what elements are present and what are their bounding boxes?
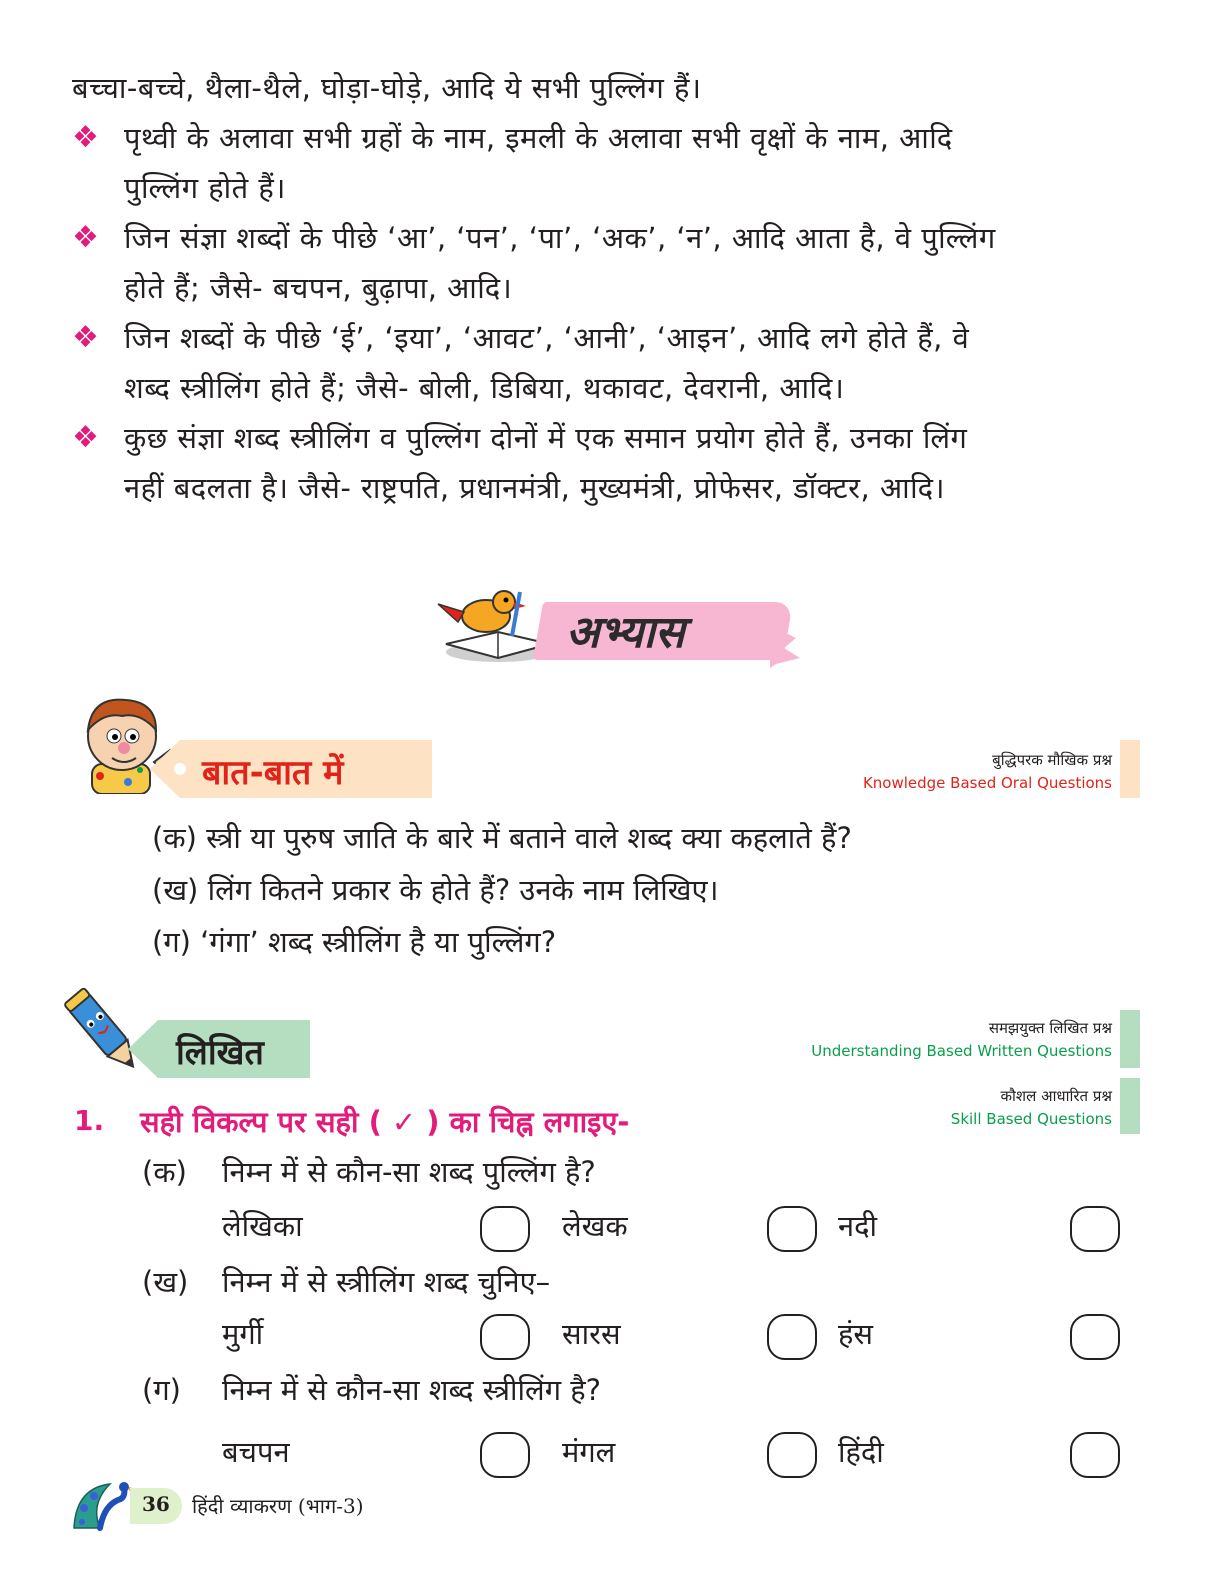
option-checkbox[interactable] <box>767 1314 817 1360</box>
bullet-text: जिन शब्दों के पीछे ‘ई’, ‘इया’, ‘आवट’, ‘आनी’, ‘आइन’, आदि लगे होते हैं, वे <box>124 321 970 355</box>
section-title: अभ्यास <box>566 607 685 658</box>
item-question: निम्न में से कौन-सा शब्द स्त्रीलिंग है? <box>222 1373 602 1407</box>
item-marker: (क) <box>142 1155 187 1189</box>
oral-side-bar <box>1120 740 1140 798</box>
item-question: निम्न में से कौन-सा शब्द पुल्लिंग है? <box>222 1155 596 1189</box>
option-label: लेखिका <box>222 1209 303 1243</box>
option-label: हंस <box>838 1317 874 1351</box>
bullet-text: पुल्लिंग होते हैं। <box>124 171 286 205</box>
oral-label-english: Knowledge Based Oral Questions <box>862 774 1112 792</box>
option-checkbox[interactable] <box>767 1206 817 1252</box>
intro-line: बच्चा-बच्चे, थैला-थैले, घोड़ा-घोड़े, आदि ये सभी पुल्लिंग हैं। <box>72 71 702 105</box>
option-label: सारस <box>562 1317 621 1351</box>
written-label-english: Understanding Based Written Questions <box>811 1042 1112 1060</box>
diamond-bullet-icon: ❖ <box>72 220 99 255</box>
option-checkbox[interactable] <box>1070 1206 1120 1252</box>
option-label: मंगल <box>562 1435 616 1469</box>
oral-question: (ख) लिंग कितने प्रकार के होते हैं? उनके नाम लिखिए। <box>152 873 719 907</box>
item-marker: (ख) <box>142 1265 189 1299</box>
option-label: नदी <box>838 1209 878 1243</box>
bullet-text: शब्द स्त्रीलिंग होते हैं; जैसे- बोली, डिबिया, थकावट, देवरानी, आदि। <box>124 371 845 405</box>
option-label: बचपन <box>222 1435 290 1469</box>
option-label: मुर्गी <box>222 1317 264 1351</box>
oral-question: (ग) ‘गंगा’ शब्द स्त्रीलिंग है या पुल्लिंग? <box>152 925 557 959</box>
book-title: हिंदी व्याकरण (भाग-3) <box>192 1494 364 1518</box>
page-number: 36 <box>142 1492 170 1516</box>
option-checkbox[interactable] <box>480 1314 530 1360</box>
diamond-bullet-icon: ❖ <box>72 420 99 455</box>
question-number: 1. <box>74 1104 105 1137</box>
option-checkbox[interactable] <box>480 1432 530 1478</box>
option-checkbox[interactable] <box>767 1432 817 1478</box>
written-side-bar <box>1120 1010 1140 1068</box>
skill-label-english: Skill Based Questions <box>950 1110 1112 1128</box>
item-question: निम्न में से स्त्रीलिंग शब्द चुनिए– <box>222 1265 551 1299</box>
bullet-text: पृथ्वी के अलावा सभी ग्रहों के नाम, इमली के अलावा सभी वृक्षों के नाम, आदि <box>124 121 953 155</box>
option-checkbox[interactable] <box>1070 1314 1120 1360</box>
oral-tab-title: बात-बात में <box>202 753 344 793</box>
written-label-hindi: समझयुक्त लिखित प्रश्न <box>988 1019 1112 1037</box>
bullet-text: होते हैं; जैसे- बचपन, बुढ़ापा, आदि। <box>124 271 513 305</box>
skill-label-hindi: कौशल आधारित प्रश्न <box>1000 1087 1112 1105</box>
option-checkbox[interactable] <box>1070 1432 1120 1478</box>
skill-side-bar <box>1120 1078 1140 1134</box>
diamond-bullet-icon: ❖ <box>72 120 99 155</box>
written-tab-title: लिखित <box>176 1033 264 1073</box>
option-label: लेखक <box>562 1209 628 1243</box>
question-title: सही विकल्प पर सही ( ✓ ) का चिह्न लगाइए- <box>140 1105 630 1139</box>
bullet-text: जिन संज्ञा शब्दों के पीछे ‘आ’, ‘पन’, ‘पा’, ‘अक’, ‘न’, आदि आता है, वे पुल्लिंग <box>124 221 996 255</box>
item-marker: (ग) <box>142 1373 181 1407</box>
bullet-text: नहीं बदलता है। जैसे- राष्ट्रपति, प्रधानमंत्री, मुख्यमंत्री, प्रोफेसर, डॉक्टर, आदि। <box>124 471 945 505</box>
torn-edge <box>770 612 804 668</box>
diamond-bullet-icon: ❖ <box>72 320 99 355</box>
option-label: हिंदी <box>838 1435 884 1469</box>
bullet-text: कुछ संज्ञा शब्द स्त्रीलिंग व पुल्लिंग दोनों में एक समान प्रयोग होते हैं, उनका लिंग <box>124 421 968 455</box>
oral-label-hindi: बुद्धिपरक मौखिक प्रश्न <box>992 751 1112 769</box>
oral-question: (क) स्त्री या पुरुष जाति के बारे में बताने वाले शब्द क्या कहलाते हैं? <box>152 821 852 855</box>
option-checkbox[interactable] <box>480 1206 530 1252</box>
